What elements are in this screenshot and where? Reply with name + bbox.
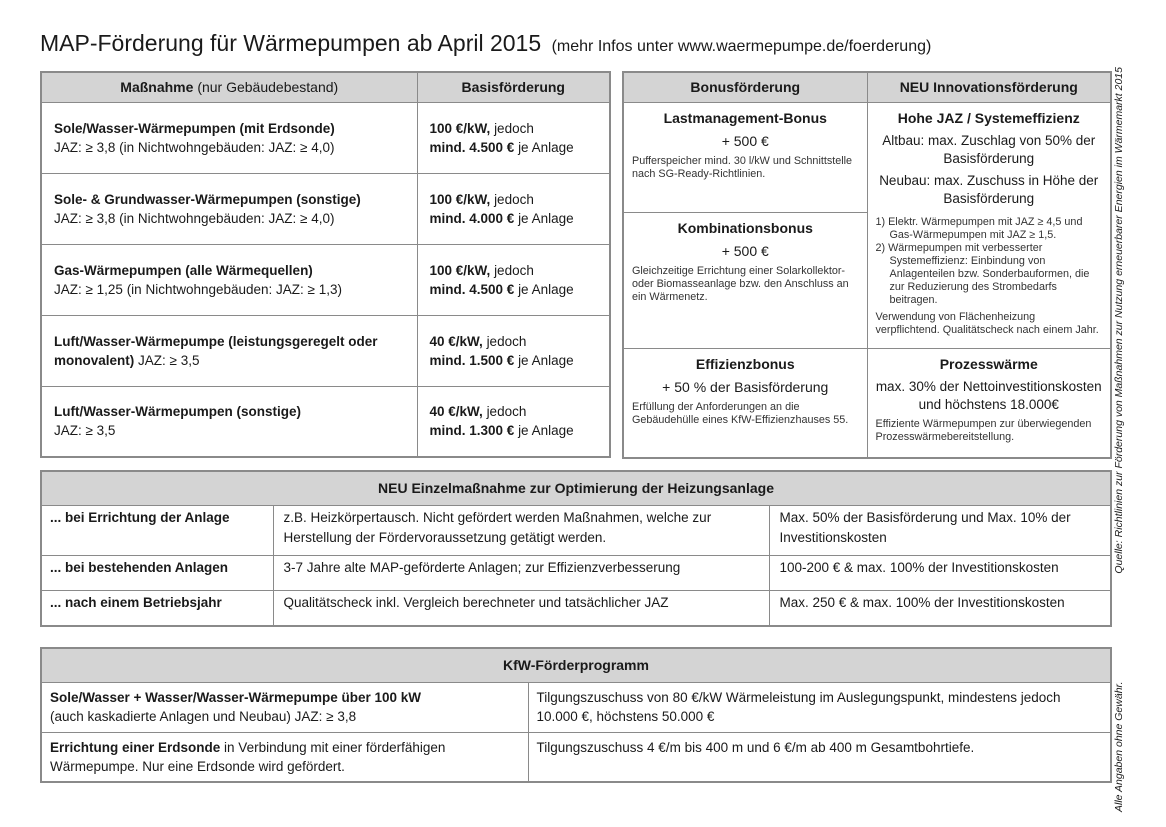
funding-cell: 100 €/kW, jedoch mind. 4.000 € je Anlage (417, 173, 610, 244)
innovation-note-3: Verwendung von Flächenheizung verpflichtend. Qualitätscheck nach einem Jahr. (875, 310, 1099, 336)
prozess-value: max. 30% der Nettoinvestitionskosten und höchstens 18.000€ (875, 378, 1102, 412)
effizienz-bonus-note: Erfüllung der Anforderungen an die Gebäudehülle eines KfW-Effizienzhauses 55. (632, 400, 849, 426)
innovation-header: NEU Innovationsförderung (867, 72, 1111, 102)
einzel-row (41, 555, 1111, 590)
basis-row (41, 315, 610, 386)
innovation-cell (867, 102, 1111, 348)
kombi-bonus-cell (623, 212, 867, 348)
basis-header-row (41, 72, 610, 102)
prozess-title: Prozesswärme (939, 355, 1038, 372)
einzel-row (41, 505, 1111, 555)
kfw-row (41, 732, 1111, 782)
measure-cell: Sole/Wasser-Wärmepumpen (mit Erdsonde) JAZ: ≥ 3,8 (in Nichtwohngebäuden: JAZ: ≥ 4,0) (41, 102, 417, 173)
bonus-header: Bonusförderung (623, 72, 867, 102)
funding-cell: 100 €/kW, jedoch mind. 4.500 € je Anlage (417, 102, 610, 173)
kfw-measure: Errichtung einer Erdsonde in Verbindung mit einer förderfähigen Wärmepumpe. Nur eine Erdsonde wird gefördert. (41, 732, 528, 782)
page-title (40, 30, 931, 57)
effizienz-bonus-cell (623, 348, 867, 458)
title-main: MAP-Förderung für Wärmepumpen ab April 2015 (40, 30, 542, 56)
einzel-desc: 3-7 Jahre alte MAP-geförderte Anlagen; zur Effizienzverbesserung (273, 555, 769, 590)
einzel-value: Max. 250 € & max. 100% der Investitionskosten (769, 590, 1111, 626)
source-note: Quelle: Richtlinien zur Förderung von Maßnahmen zur Nutzung erneuerbarer Energien im Wärmemarkt 2015 (1113, 67, 1125, 574)
einzel-label: ... bei bestehenden Anlagen (41, 555, 273, 590)
einzel-row (41, 590, 1111, 626)
kfw-row (41, 682, 1111, 732)
measure-cell: Sole- & Grundwasser-Wärmepumpen (sonstige) JAZ: ≥ 3,8 (in Nichtwohngebäuden: JAZ: ≥ 4,0) (41, 173, 417, 244)
kfw-header-row (41, 648, 1111, 682)
innovation-note-2: 2) Wärmepumpen mit verbesserter Systemeffizienz: Einbindung von Anlagenteilen bzw. Sonderbauformen, die zur Reduzierung des Strombedarfs beitragen. (875, 241, 1090, 306)
title-sub: (mehr Infos unter www.waermepumpe.de/foerderung) (551, 38, 932, 55)
innovation-title: Hohe JAZ / Systemeffizienz (897, 109, 1080, 126)
kfw-value: Tilgungszuschuss von 80 €/kW Wärmeleistung im Auslegungspunkt, mindestens jedoch 10.000 €, höchstens 50.000 € (528, 682, 1111, 732)
innovation-notes (876, 216, 1103, 307)
last-bonus-note: Pufferspeicher mind. 30 l/kW und Schnittstelle nach SG-Ready-Richtlinien. (632, 154, 853, 180)
basis-row (41, 244, 610, 315)
einzel-label: ... bei Errichtung der Anlage (41, 505, 273, 555)
effizienz-bonus-title: Effizienzbonus (695, 355, 795, 372)
bonus-header-row (623, 72, 1111, 102)
last-bonus-value: + 500 € (721, 132, 769, 149)
funding-cell: 40 €/kW, jedoch mind. 1.300 € je Anlage (417, 386, 610, 457)
bonus-table (622, 71, 1112, 459)
einzel-label: ... nach einem Betriebsjahr (41, 590, 273, 626)
kombi-bonus-value: + 500 € (721, 242, 769, 259)
funding-header: Basisförderung (417, 72, 610, 102)
einzel-header-row (41, 471, 1111, 505)
basis-row (41, 386, 610, 457)
einzel-table (40, 470, 1112, 627)
funding-cell: 100 €/kW, jedoch mind. 4.500 € je Anlage (417, 244, 610, 315)
last-bonus-cell (623, 102, 867, 212)
einzel-value: Max. 50% der Basisförderung und Max. 10% der Investitionskosten (769, 505, 1111, 555)
kfw-header: KfW-Förderprogramm (41, 648, 1111, 682)
einzel-desc: Qualitätscheck inkl. Vergleich berechneter und tatsächlicher JAZ (273, 590, 769, 626)
side-notes (1113, 67, 1125, 812)
basis-row (41, 173, 610, 244)
measure-cell: Luft/Wasser-Wärmepumpe (leistungsgeregelt oder monovalent) JAZ: ≥ 3,5 (41, 315, 417, 386)
prozess-cell (867, 348, 1111, 458)
einzel-header: NEU Einzelmaßnahme zur Optimierung der Heizungsanlage (41, 471, 1111, 505)
kfw-measure: Sole/Wasser + Wasser/Wasser-Wärmepumpe über 100 kW (auch kaskadierte Anlagen und Neubau) JAZ: ≥ 3,8 (41, 682, 528, 732)
kfw-value: Tilgungszuschuss 4 €/m bis 400 m und 6 €/m ab 400 m Gesamtbohrtiefe. (528, 732, 1111, 782)
innovation-altbau: Altbau: max. Zuschlag von 50% der Basisförderung (882, 132, 1096, 166)
last-bonus-title: Lastmanagement-Bonus (663, 109, 827, 126)
funding-cell: 40 €/kW, jedoch mind. 1.500 € je Anlage (417, 315, 610, 386)
measure-cell: Luft/Wasser-Wärmepumpen (sonstige) JAZ: ≥ 3,5 (41, 386, 417, 457)
basis-row (41, 102, 610, 173)
einzel-desc: z.B. Heizkörpertausch. Nicht gefördert werden Maßnahmen, welche zur Herstellung der Fördervoraussetzung getätigt werden. (273, 505, 769, 555)
innovation-neubau: Neubau: max. Zuschuss in Höhe der Basisförderung (879, 172, 1099, 206)
effizienz-bonus-value: + 50 % der Basisförderung (662, 378, 829, 395)
prozess-note: Effiziente Wärmepumpen zur überwiegenden Prozesswärmebereitstellung. (875, 417, 1092, 443)
einzel-value: 100-200 € & max. 100% der Investitionskosten (769, 555, 1111, 590)
kombi-bonus-note: Gleichzeitige Errichtung einer Solarkollektor- oder Biomasseanlage bzw. den Anschluss an ein Wärmenetz. (632, 264, 849, 303)
innovation-note-1: 1) Elektr. Wärmepumpen mit JAZ ≥ 4,5 und Gas-Wärmepumpen mit JAZ ≥ 1,5. (875, 215, 1083, 241)
measure-cell: Gas-Wärmepumpen (alle Wärmequellen) JAZ: ≥ 1,25 (in Nichtwohngebäuden: JAZ: ≥ 1,3) (41, 244, 417, 315)
basis-table (40, 71, 611, 458)
kfw-table (40, 647, 1112, 783)
disclaimer-note: Alle Angaben ohne Gewähr. (1113, 681, 1125, 812)
kombi-bonus-title: Kombinationsbonus (677, 219, 813, 236)
measure-header: Maßnahme (nur Gebäudebestand) (41, 72, 417, 102)
